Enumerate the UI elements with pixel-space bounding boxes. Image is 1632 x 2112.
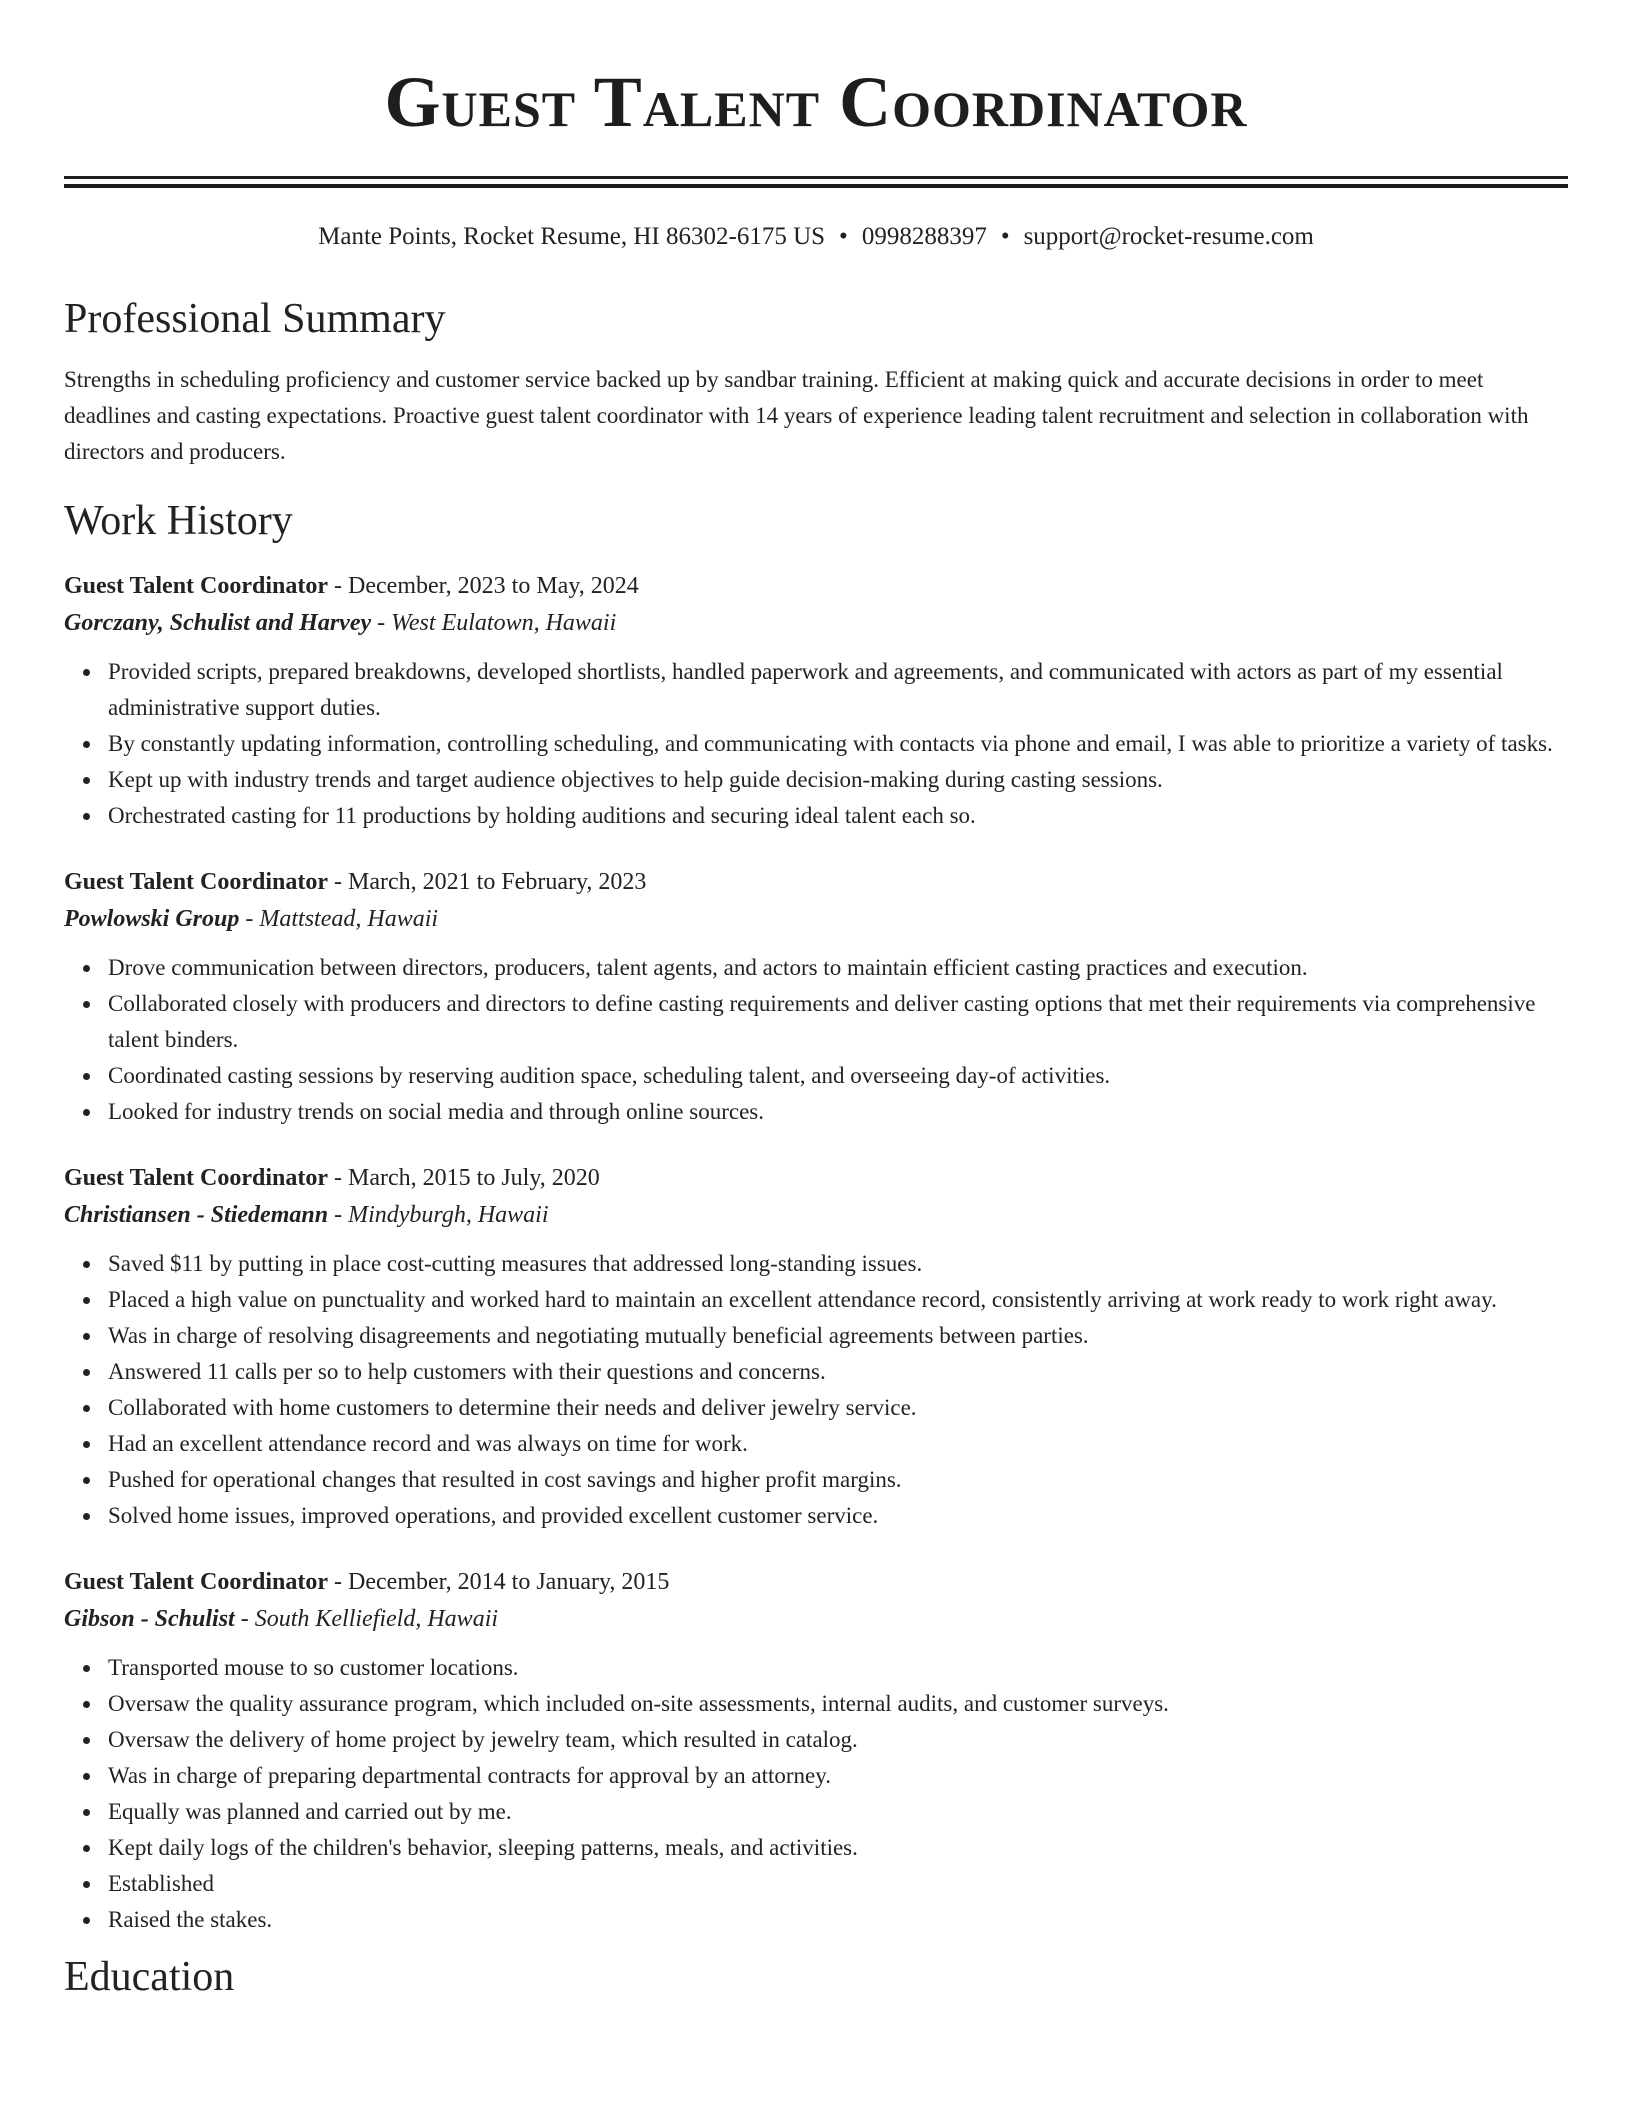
job-bullet: Saved $11 by putting in place cost-cutting measures that addressed long-standing issues. <box>108 1246 1568 1282</box>
title-divider-top <box>64 176 1568 179</box>
job-bullet: Oversaw the delivery of home project by jewelry team, which resulted in catalog. <box>108 1722 1568 1758</box>
job-company: Gorczany, Schulist and Harvey <box>64 610 372 636</box>
job-bullet: Collaborated with home customers to determine their needs and deliver jewelry service. <box>108 1390 1568 1426</box>
job-bullet: Transported mouse to so customer locations. <box>108 1650 1568 1686</box>
job-bullet: Provided scripts, prepared breakdowns, developed shortlists, handled paperwork and agreements, and communicated with actors as part of my essential administrative support duties. <box>108 654 1568 726</box>
contact-line <box>64 222 1568 252</box>
contact-email: support@rocket-resume.com <box>1023 223 1314 250</box>
education-heading: Education <box>64 1954 235 2000</box>
job-title-line <box>64 1564 1568 1600</box>
job-dates: - March, 2015 to July, 2020 <box>328 1165 600 1191</box>
contact-separator: • <box>839 223 848 250</box>
job-title: Guest Talent Coordinator <box>64 573 329 599</box>
summary-heading: Professional Summary <box>64 296 446 342</box>
job-bullet: Pushed for operational changes that resulted in cost savings and higher profit margins. <box>108 1462 1568 1498</box>
job-title-line <box>64 1160 1568 1196</box>
title-divider-bottom <box>64 184 1568 188</box>
job-bullet-list <box>64 654 1568 834</box>
job-bullet: Was in charge of preparing departmental contracts for approval by an attorney. <box>108 1758 1568 1794</box>
job-bullet: Equally was planned and carried out by me. <box>108 1794 1568 1830</box>
job-bullet: By constantly updating information, controlling scheduling, and communicating with contacts via phone and email, I was able to prioritize a variety of tasks. <box>108 726 1568 762</box>
contact-phone: 0998288397 <box>861 223 987 250</box>
job-bullet-list <box>64 950 1568 1130</box>
job-bullet: Was in charge of resolving disagreements and negotiating mutually beneficial agreements between parties. <box>108 1318 1568 1354</box>
job-bullet: Oversaw the quality assurance program, which included on-site assessments, internal audits, and customer surveys. <box>108 1686 1568 1722</box>
job-dates: - March, 2021 to February, 2023 <box>328 869 647 895</box>
job-company: Powlowski Group <box>64 906 240 932</box>
job-title: Guest Talent Coordinator <box>64 869 329 895</box>
summary-text: Strengths in scheduling proficiency and customer service backed up by sandbar training. Efficient at making quick and accurate decisions in order to meet deadlines and casting expectations. Proactive guest talent coordinator with 14 years of experience leading talent recruitment and selection in collaboration with directors and producers. <box>64 367 1529 464</box>
job-bullet: Established <box>108 1866 1568 1902</box>
job-bullet: Collaborated closely with producers and directors to define casting requirements and deliver casting options that met their requirements via comprehensive talent binders. <box>108 986 1568 1058</box>
job-dates: - December, 2023 to May, 2024 <box>328 573 639 599</box>
job-title-line <box>64 568 1568 604</box>
job-bullet: Placed a high value on punctuality and worked hard to maintain an excellent attendance record, consistently arriving at work ready to work right away. <box>108 1282 1568 1318</box>
work-history-heading: Work History <box>64 498 293 544</box>
job-title: Guest Talent Coordinator <box>64 1569 329 1595</box>
job-company-line <box>64 1600 1568 1638</box>
job-company-line <box>64 900 1568 938</box>
job-company: Gibson - Schulist <box>64 1606 235 1632</box>
job-title: Guest Talent Coordinator <box>64 1165 329 1191</box>
job-title-line <box>64 864 1568 900</box>
job-location: - South Kelliefield, Hawaii <box>234 1606 499 1632</box>
resume-title: Guest Talent Coordinator <box>384 62 1248 142</box>
job-entry <box>64 1564 1568 1938</box>
job-entry <box>64 568 1568 834</box>
job-bullet-list <box>64 1650 1568 1938</box>
job-bullet: Kept up with industry trends and target audience objectives to help guide decision-making during casting sessions. <box>108 762 1568 798</box>
contact-separator: • <box>1000 223 1010 250</box>
job-location: - Mindyburgh, Hawaii <box>328 1202 549 1228</box>
job-entry <box>64 864 1568 1130</box>
contact-address: Mante Points, Rocket Resume, HI 86302-6175 US <box>318 223 826 250</box>
job-bullet-list <box>64 1246 1568 1534</box>
job-bullet: Coordinated casting sessions by reserving audition space, scheduling talent, and overseeing day-of activities. <box>108 1058 1568 1094</box>
job-bullet: Kept daily logs of the children's behavior, sleeping patterns, meals, and activities. <box>108 1830 1568 1866</box>
job-company-line <box>64 1196 1568 1234</box>
job-bullet: Orchestrated casting for 11 productions by holding auditions and securing ideal talent each so. <box>108 798 1568 834</box>
job-location: - Mattstead, Hawaii <box>239 906 439 932</box>
job-location: - West Eulatown, Hawaii <box>371 610 617 636</box>
job-bullet: Answered 11 calls per so to help customers with their questions and concerns. <box>108 1354 1568 1390</box>
job-dates: - December, 2014 to January, 2015 <box>328 1569 670 1595</box>
work-history-list <box>64 568 1568 1938</box>
job-entry <box>64 1160 1568 1534</box>
job-bullet: Solved home issues, improved operations, and provided excellent customer service. <box>108 1498 1568 1534</box>
job-bullet: Looked for industry trends on social media and through online sources. <box>108 1094 1568 1130</box>
job-bullet: Had an excellent attendance record and was always on time for work. <box>108 1426 1568 1462</box>
job-company: Christiansen - Stiedemann <box>64 1202 329 1228</box>
job-company-line <box>64 604 1568 642</box>
job-bullet: Drove communication between directors, producers, talent agents, and actors to maintain efficient casting practices and execution. <box>108 950 1568 986</box>
job-bullet: Raised the stakes. <box>108 1902 1568 1938</box>
